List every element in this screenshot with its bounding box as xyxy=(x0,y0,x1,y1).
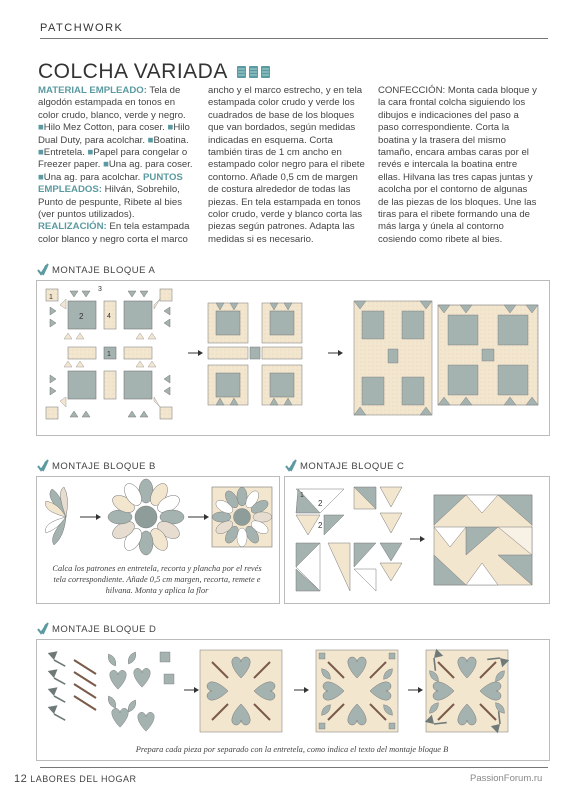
text-puntos: Hilván, Sobrehilo, Punto de pespunte, Ribete al bies (ver puntos utilizados). xyxy=(38,184,183,221)
text-material: Tela de algodón estampada en tonos en color crudo, blanco, verde y negro. xyxy=(38,85,186,121)
text-item: Hilo Mez Cotton, para coser. xyxy=(43,122,168,134)
arrow-icon xyxy=(420,536,425,542)
piece-label: 2 xyxy=(318,499,323,508)
label-confeccion: CONFECCIÓN: xyxy=(378,85,446,96)
piece-label: 1 xyxy=(49,294,53,301)
panel-a-drawing xyxy=(36,281,548,435)
panel-b-caption: Calca los patrones en entretela, recorta y plancha por el revés tela correspondiente. Añade 0,5 cm margen, recorta, remete e hilvana. Monta y aplica la flor xyxy=(52,564,262,595)
title-text: COLCHA VARIADA xyxy=(38,60,227,83)
label-puntos: PUNTOS EMPLEADOS: xyxy=(38,171,183,196)
piece-label: 4 xyxy=(107,313,111,320)
bullet-icon: ■ xyxy=(103,159,109,171)
block-a-step2 xyxy=(208,303,302,405)
piece-label: 2 xyxy=(79,312,84,321)
text-item: Papel para congelar o Freezer paper. xyxy=(38,147,188,171)
check-pencil-icon xyxy=(284,458,300,474)
panel-c-drawing xyxy=(284,477,548,603)
text-item: Una ag. para acolchar. xyxy=(43,171,141,183)
piece-label: 2 xyxy=(318,521,323,530)
panel-a-title: MONTAJE BLOQUE A xyxy=(52,265,156,276)
dresden-plate xyxy=(108,479,184,555)
column-realizacion xyxy=(208,85,368,246)
arrow-icon xyxy=(304,687,309,693)
text-realizacion-cont: ancho y el marco estrecho, y en tela estampada color crudo y verde los cuadrados de base de los bloques que van bordados, según medidas indicadas en esquema. Corta también tiras de 1 cm ancho en estampado color negro para el ribete contorno. Añade 0,5 cm de margen de costura alrededor de todas las piezas. En tela estampada en tonos color crudo, verde y blanco corta las piezas según patrones. Adapta las medidas si es necesario. xyxy=(208,85,365,245)
label-realizacion: REALIZACIÓN: xyxy=(38,221,107,233)
arrow-icon xyxy=(204,514,209,520)
block-d-final xyxy=(425,649,509,733)
panel-b-drawing xyxy=(36,477,278,557)
arrow-icon xyxy=(96,514,101,520)
bullet-icon: ■ xyxy=(38,171,44,183)
panel-c-title: MONTAJE BLOQUE C xyxy=(300,461,405,472)
watermark: PassionForum.ru xyxy=(470,773,543,784)
panel-b-title: MONTAJE BLOQUE B xyxy=(52,461,156,472)
piece-label: 3 xyxy=(98,286,102,293)
text-realizacion: En tela estampada color blanco y negro corta el marco xyxy=(38,221,190,245)
page-footer xyxy=(14,773,136,785)
magazine-name: LABORES DEL HOGAR xyxy=(30,774,137,784)
column-materials xyxy=(38,85,198,246)
block-d-step2 xyxy=(200,650,282,732)
section-tag: PATCHWORK xyxy=(40,22,124,34)
page-number: 12 xyxy=(14,773,28,785)
arrow-icon xyxy=(194,687,199,693)
arrow-icon xyxy=(418,687,423,693)
piece-label: 1 xyxy=(107,351,111,358)
bullet-icon: ■ xyxy=(38,122,44,134)
page-title xyxy=(38,60,274,84)
text-item: Entretela. xyxy=(43,147,88,159)
block-a-step3 xyxy=(354,301,432,415)
block-c-exploded xyxy=(296,487,402,591)
header-rule xyxy=(40,38,548,39)
text-item: Una ag. para coser. xyxy=(108,159,193,171)
panel-d-caption: Prepara cada pieza por separado con la entretela, como indica el texto del montaje bloque B xyxy=(135,745,449,754)
bullet-icon: ■ xyxy=(147,134,154,146)
panel-d-title: MONTAJE BLOQUE D xyxy=(52,624,157,635)
column-confeccion xyxy=(378,85,538,246)
text-item: Hilo Dual Duty, para acolchar. xyxy=(38,122,190,146)
text-confeccion: Monta cada bloque y la cara frontal colcha siguiendo los dibujos e indicaciones del paso a paso correspondiente. Corta la boatina y la trasera del mismo tamaño, encara ambas caras por el revés e intercala la boatina entre ellas. Hilvana las tres capas juntas y acolcha por el contorno de algunas de las piezas de los bloques. Une las tiras para el ribete formando una de más larga y únela al contorno cosiendo como ribete al bies. xyxy=(378,85,537,245)
footer-rule xyxy=(40,767,548,768)
bullet-icon: ■ xyxy=(167,122,174,134)
block-a-final xyxy=(438,305,538,405)
bullet-icon: ■ xyxy=(38,147,44,159)
block-a-exploded xyxy=(46,286,172,419)
spool-icon xyxy=(236,64,274,80)
text-item: Boatina. xyxy=(153,134,189,146)
bullet-icon: ■ xyxy=(87,147,94,159)
block-d-pieces xyxy=(48,650,174,731)
piece-label: 1 xyxy=(300,492,304,499)
check-pencil-icon xyxy=(36,621,52,637)
petal-fan xyxy=(45,487,67,545)
block-d-step3 xyxy=(316,650,398,732)
block-c-final xyxy=(434,495,532,585)
panel-d-drawing xyxy=(36,640,548,740)
label-material: MATERIAL EMPLEADO: xyxy=(38,85,147,96)
check-pencil-icon xyxy=(36,458,52,474)
check-pencil-icon xyxy=(38,264,48,275)
